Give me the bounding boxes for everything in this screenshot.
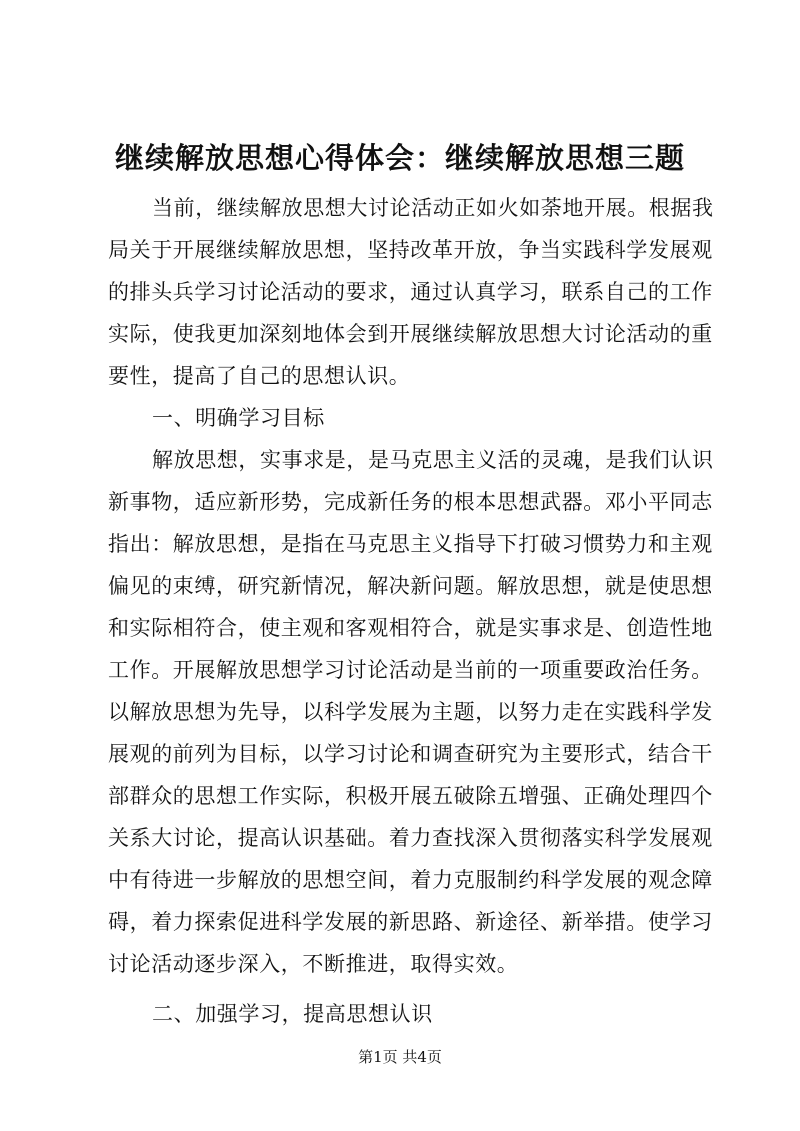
paragraph-line: 当前，继续解放思想大讨论活动正如火如荼地开展。根据我 (152, 196, 714, 220)
paragraph-line: 偏见的束缚，研究新情况，解决新问题。解放思想，就是使思想 (108, 574, 713, 598)
paragraph-line: 要性，提高了自己的思想认识。 (108, 364, 411, 388)
paragraph-line: 部群众的思想工作实际，积极开展五破除五增强、正确处理四个 (108, 784, 713, 808)
paragraph-line: 中有待进一步解放的思想空间，着力克服制约科学发展的观念障 (108, 868, 713, 892)
paragraph-gap (108, 985, 708, 993)
paragraph-line: 解放思想，实事求是，是马克思主义活的灵魂，是我们认识 (152, 448, 714, 472)
paragraph-line: 和实际相符合，使主观和客观相符合，就是实事求是、创造性地 (108, 616, 713, 640)
page-footer: 第1页 共4页 (358, 1048, 442, 1066)
paragraph-line: 实际，使我更加深刻地体会到开展继续解放思想大讨论活动的重 (108, 322, 713, 346)
paragraph-line: 的排头兵学习讨论活动的要求，通过认真学习，联系自己的工作 (108, 280, 713, 304)
section-heading: 二、加强学习，提高思想认识 (152, 1002, 433, 1026)
section-heading: 一、明确学习目标 (152, 406, 325, 430)
paragraph-line: 工作。开展解放思想学习讨论活动是当前的一项重要政治任务。 (108, 658, 713, 682)
paragraph-line: 以解放思想为先导，以科学发展为主题，以努力走在实践科学发 (108, 700, 713, 724)
document-title: 继续解放思想心得体会：继续解放思想三题 (114, 141, 685, 175)
paragraph-line: 碍，着力探索促进科学发展的新思路、新途径、新举措。使学习 (108, 910, 713, 934)
document-body (108, 187, 714, 1035)
paragraph-line: 展观的前列为目标，以学习讨论和调查研究为主要形式，结合干 (108, 742, 713, 766)
paragraph-line: 指出：解放思想，是指在马克思主义指导下打破习惯势力和主观 (108, 532, 713, 556)
paragraph-line: 讨论活动逐步深入，不断推进，取得实效。 (108, 952, 519, 976)
paragraph-line: 关系大讨论，提高认识基础。着力查找深入贯彻落实科学发展观 (108, 826, 713, 850)
paragraph-line: 新事物，适应新形势，完成新任务的根本思想武器。邓小平同志 (108, 490, 713, 514)
paragraph-line: 局关于开展继续解放思想，坚持改革开放，争当实践科学发展观 (108, 238, 713, 262)
